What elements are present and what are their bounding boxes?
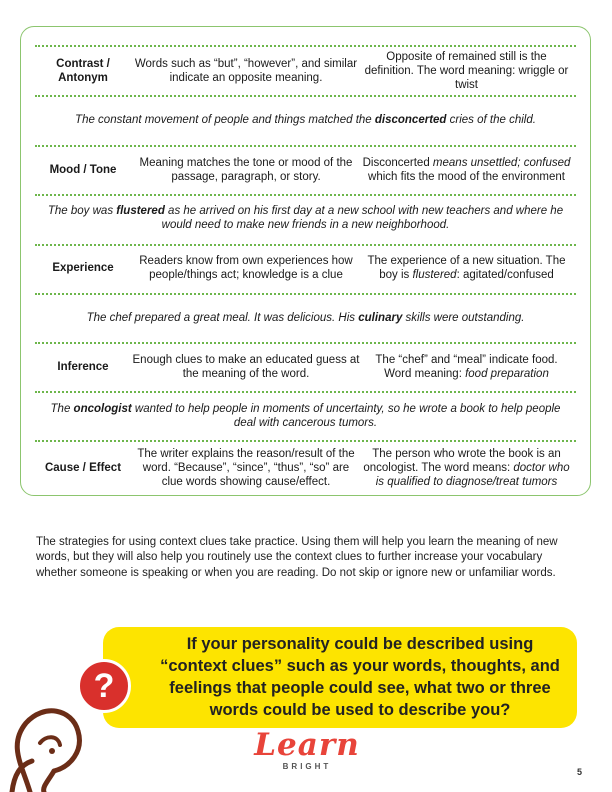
row-divider bbox=[35, 194, 576, 196]
target-word: oncologist bbox=[73, 403, 132, 415]
row-divider bbox=[35, 391, 576, 393]
row-explanation: Disconcerted means unsettled; confused which fits the mood of the environment bbox=[362, 157, 571, 183]
example-sentence: The boy was flustered as he arrived on his first day at a new school with new teachers and where he would need to make new friends in a new neighborhood. bbox=[47, 205, 564, 231]
row-description: Words such as “but”, “however”, and similar indicate an opposite meaning. bbox=[134, 58, 358, 84]
row-divider bbox=[35, 440, 576, 442]
row-divider bbox=[35, 244, 576, 246]
row-divider bbox=[35, 342, 576, 344]
logo-word: Learn bbox=[254, 727, 360, 763]
page-number: 5 bbox=[577, 767, 583, 777]
row-divider bbox=[35, 95, 576, 97]
row-label: Mood / Tone bbox=[49, 164, 117, 176]
row-description: Enough clues to make an educated guess at the meaning of the word. bbox=[132, 354, 360, 380]
table-row bbox=[35, 53, 576, 89]
example-sentence: The constant movement of people and things matched the disconcerted cries of the child. bbox=[75, 114, 536, 126]
row-divider bbox=[35, 293, 576, 295]
table-row bbox=[35, 445, 576, 491]
row-label: Inference bbox=[57, 361, 109, 373]
row-label: Contrast / Antonym bbox=[56, 58, 110, 84]
table-row bbox=[35, 349, 576, 385]
example-sentence: The chef prepared a great meal. It was delicious. His culinary skills were outstanding. bbox=[86, 312, 525, 324]
learn-bright-logo bbox=[248, 728, 366, 786]
logo-subtitle: BRIGHT bbox=[282, 762, 332, 771]
row-label: Experience bbox=[52, 262, 114, 274]
row-label: Cause / Effect bbox=[44, 462, 122, 474]
question-mark-icon: ? bbox=[77, 659, 131, 713]
row-explanation: Opposite of remained still is the definition. The word meaning: wriggle or twist bbox=[364, 51, 569, 91]
target-word: flustered bbox=[116, 205, 165, 217]
table-row bbox=[35, 250, 576, 286]
row-divider bbox=[35, 45, 576, 47]
context-clues-table bbox=[20, 26, 591, 496]
table-row bbox=[35, 152, 576, 188]
target-word: disconcerted bbox=[374, 114, 447, 126]
question-bubble bbox=[103, 627, 577, 728]
row-explanation: The experience of a new situation. The boy is flustered: agitated/confused bbox=[367, 255, 566, 281]
row-description: Meaning matches the tone or mood of the passage, paragraph, or story. bbox=[139, 157, 353, 183]
body-paragraph: The strategies for using context clues take practice. Using them will help you learn the meaning of new words, but they will also help you routinely use the context clues to further increase your vocabulary whether someone is speaking or when you are reading. Do not skip or ignore new or unfamiliar words. bbox=[36, 535, 558, 579]
question-text: If your personality could be described using “context clues” such as your words, thoughts, and feelings that people could see, what two or three words could be used to describe you? bbox=[160, 635, 560, 719]
row-divider bbox=[35, 145, 576, 147]
row-explanation: The person who wrote the book is an oncologist. The word means: doctor who is qualified to diagnose/treat tumors bbox=[363, 448, 570, 488]
target-word: culinary bbox=[358, 312, 403, 324]
row-description: Readers know from own experiences how people/things act; knowledge is a clue bbox=[139, 255, 353, 281]
row-explanation: The “chef” and “meal” indicate food. Word meaning: food preparation bbox=[375, 354, 558, 380]
example-sentence: The oncologist wanted to help people in moments of uncertainty, so he wrote a book to help people deal with cancerous tumors. bbox=[50, 403, 561, 429]
row-description: The writer explains the reason/result of the word. “Because”, “since”, “thus”, “so” are clue words showing cause/effect. bbox=[137, 448, 355, 488]
